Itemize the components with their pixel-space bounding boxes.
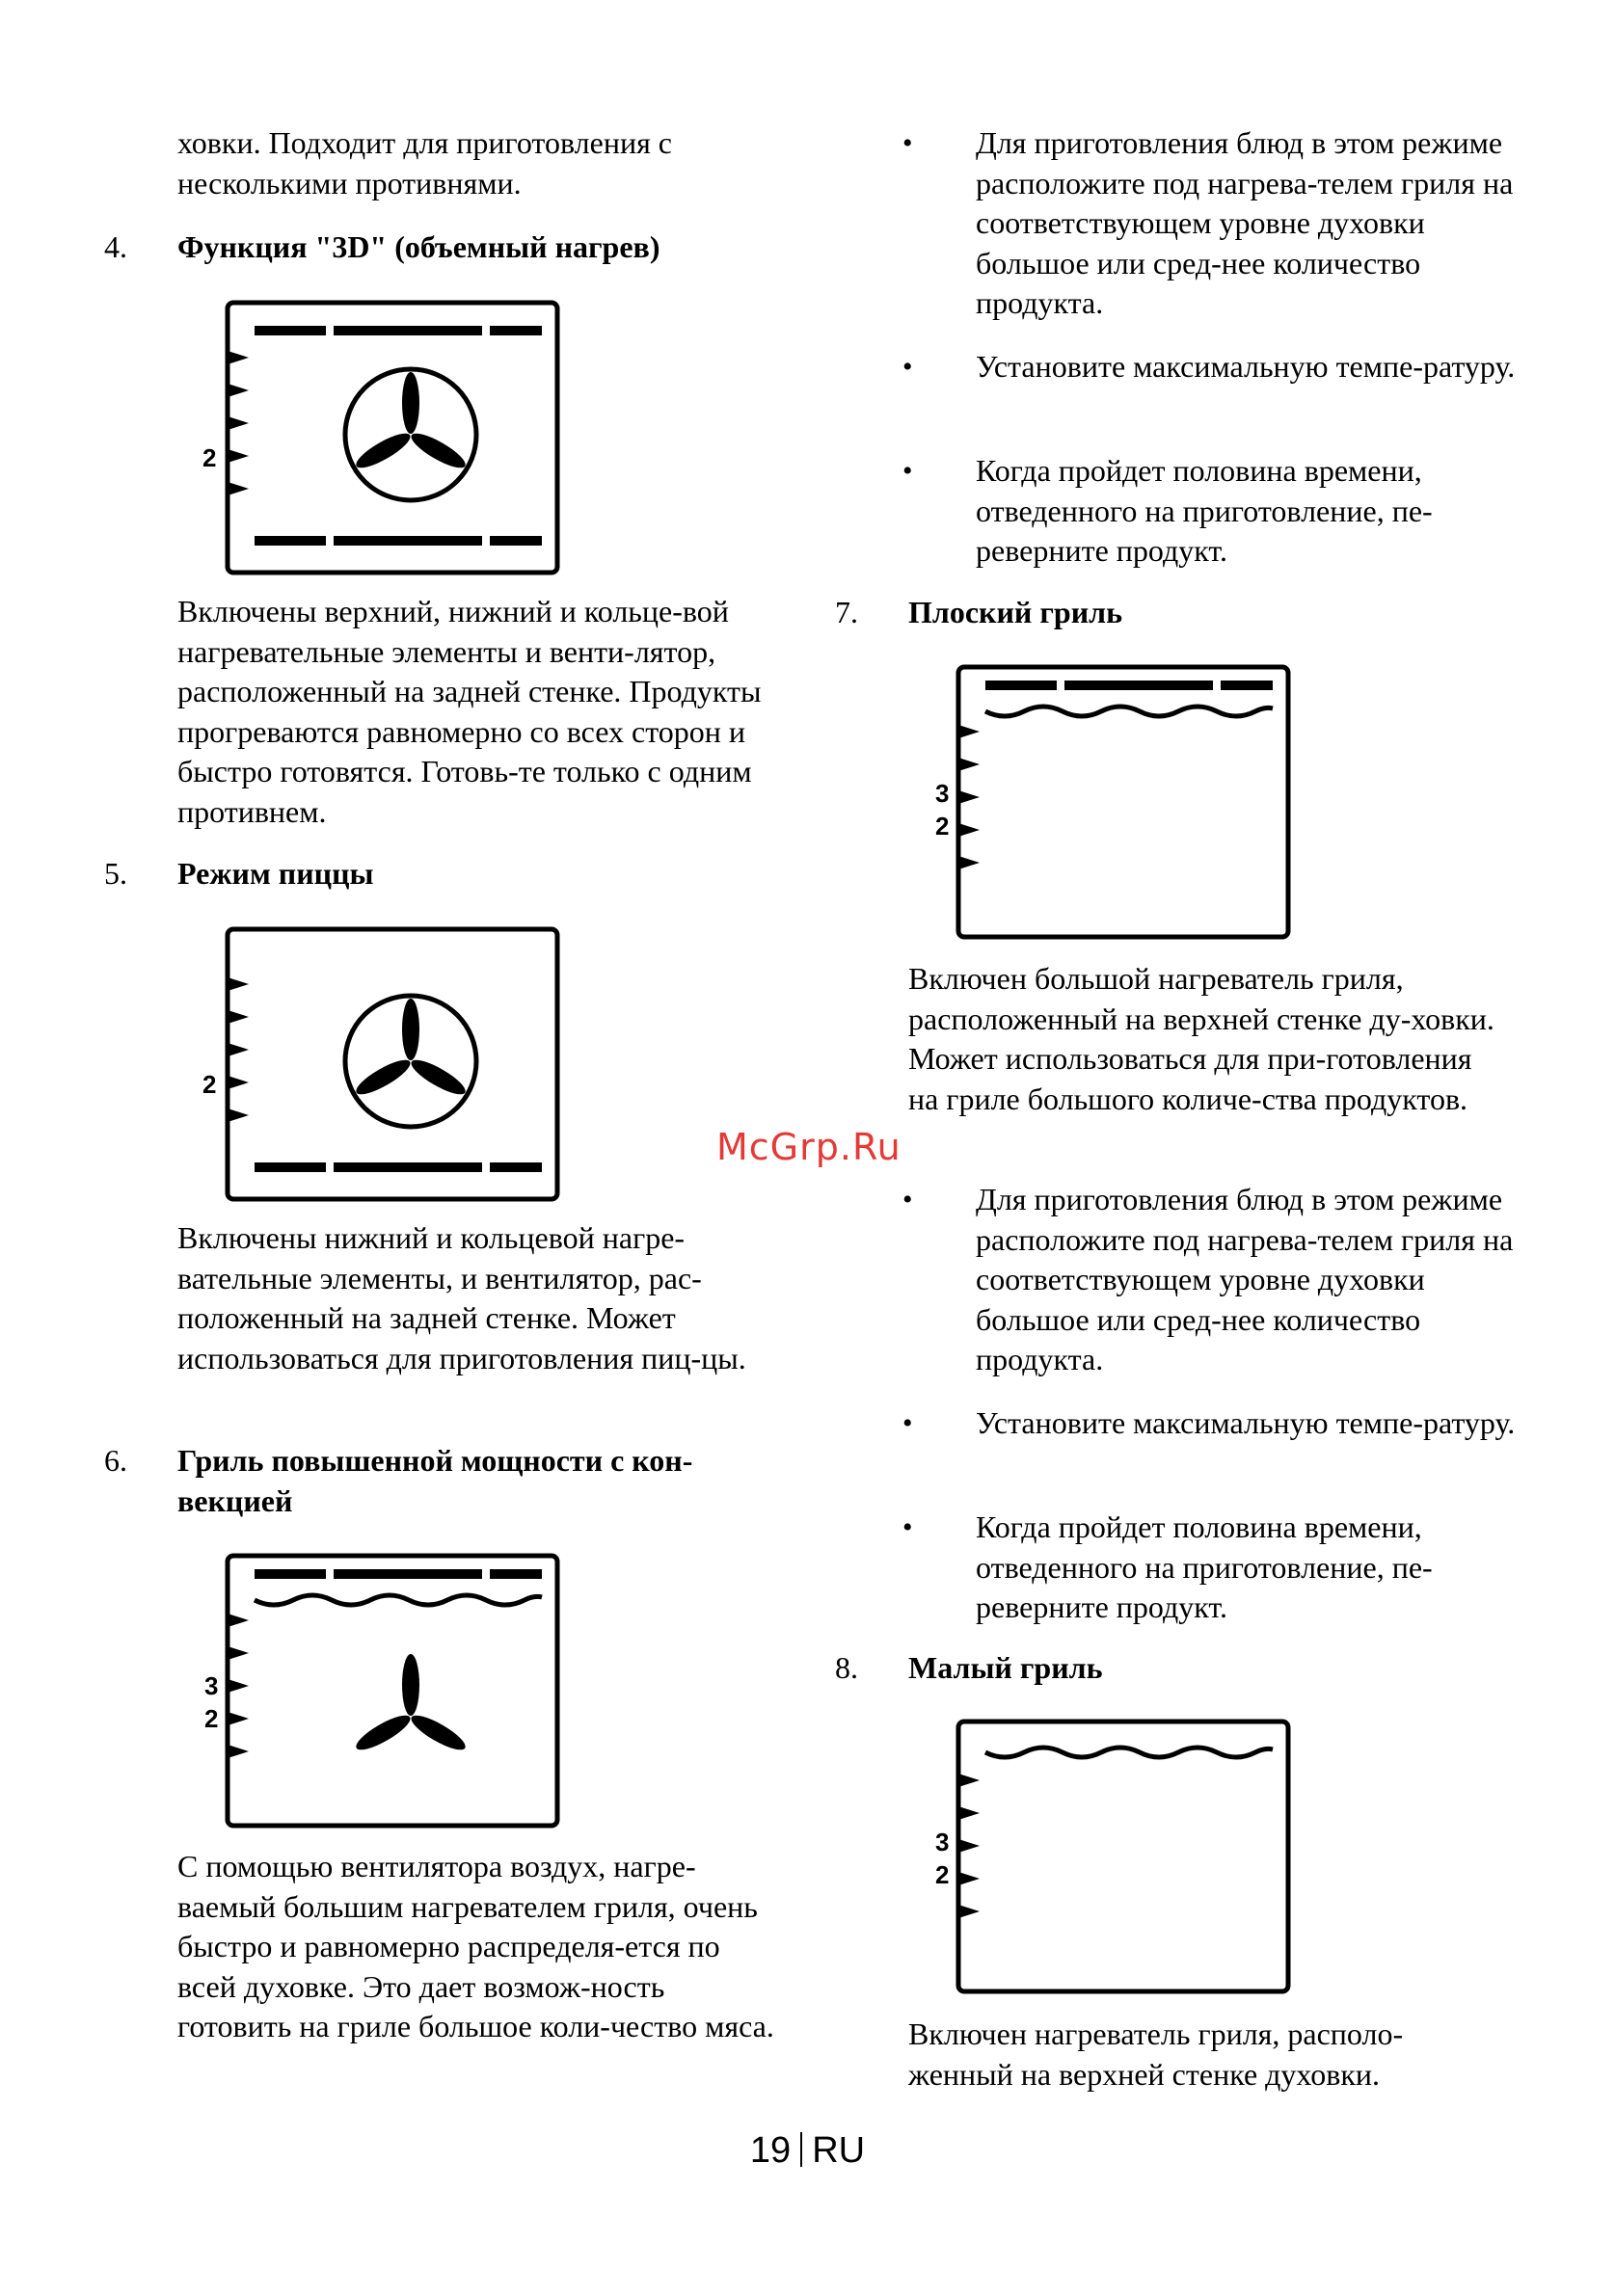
footer-divider: [800, 2132, 802, 2167]
bullet-icon: •: [902, 351, 913, 383]
oven-pizza-mode-icon: [201, 923, 567, 1203]
level-label: 2: [202, 1070, 217, 1099]
bullet-icon: •: [902, 127, 913, 159]
oven-full-grill-icon: [931, 661, 1298, 941]
bullet-icon: •: [902, 1184, 913, 1215]
level-label: 3: [204, 1671, 219, 1700]
grill-heater-bar: [985, 681, 1273, 690]
fan-icon: [352, 1654, 470, 1755]
list-item-text: Установите максимальную темпе-ратуру.: [976, 349, 1516, 384]
level-label: 2: [202, 443, 217, 472]
oven-3d-mode-icon: [201, 297, 567, 576]
grill-wave: [255, 1595, 542, 1605]
shelf-level-markers: [228, 351, 249, 495]
bottom-heater-bar: [255, 1162, 542, 1172]
level-label: 2: [204, 1704, 219, 1733]
shelf-level-markers: [228, 977, 249, 1122]
section-title: Малый гриль: [908, 1650, 1103, 1685]
section-title: Режим пиццы: [177, 856, 374, 891]
level-label: 3: [935, 779, 950, 808]
language-code: RU: [812, 2130, 866, 2171]
list-item-text: Установите максимальную темпе-ратуру.: [976, 1405, 1516, 1440]
oven-turbo-grill-icon: [201, 1550, 567, 1829]
shelf-level-markers: [958, 1774, 980, 1918]
section-title: Функция "3D" (объемный нагрев): [177, 229, 660, 264]
top-heater-bar: [255, 326, 542, 335]
section-description: Включен большой нагреватель гриля, расположенный на верхней стенке ду-ховки. Может использоваться для при-готовления на гриле большого количе-ства продуктов.: [908, 961, 1494, 1116]
level-label: 2: [935, 1860, 950, 1889]
list-item-text: Когда пройдет половина времени, отведенного на приготовление, пе-реверните продукт.: [976, 1509, 1433, 1624]
section-number: 5.: [104, 856, 127, 891]
section-title: Гриль повышенной мощности с кон-векцией: [177, 1443, 693, 1518]
section-description: Включены нижний и кольцевой нагре-вательные элементы, и вентилятор, рас-положенный на задней стенке. Может использоваться для приготовления пиц-цы.: [177, 1220, 746, 1375]
watermark: McGrp.Ru: [716, 1126, 902, 1168]
section-title: Плоский гриль: [908, 595, 1122, 629]
continuation-text: ховки. Подходит для приготовления с несколькими противнями.: [177, 125, 672, 200]
bullet-icon: •: [902, 1511, 913, 1543]
section-number: 6.: [104, 1443, 127, 1478]
page-number: 19: [749, 2130, 792, 2171]
level-label: 3: [935, 1828, 950, 1856]
section-number: 7.: [835, 595, 858, 629]
section-description: С помощью вентилятора воздух, нагре-ваемый большим нагревателем гриля, очень быстро и равномерно распределя-ется по всей духовке. Это дает возмож-ность готовить на гриле большое коли-чество мяса.: [177, 1849, 774, 2043]
bullet-icon: •: [902, 1407, 913, 1439]
section-number: 4.: [104, 229, 127, 264]
list-item-text: Для приготовления блюд в этом режиме расположите под нагрева-телем гриля на соответствующем уровне духовки большое или сред-нее количество продукта.: [976, 1182, 1514, 1376]
shelf-level-markers: [228, 1614, 249, 1758]
list-item-text: Когда пройдет половина времени, отведенного на приготовление, пе-реверните продукт.: [976, 453, 1433, 568]
oven-small-grill-icon: [931, 1716, 1298, 1995]
section-number: 8.: [835, 1650, 858, 1685]
section-description: Включен нагреватель гриля, располо-женный на верхней стенке духовки.: [908, 2016, 1404, 2092]
list-item-text: Для приготовления блюд в этом режиме расположите под нагрева-телем гриля на соответствующем уровне духовки большое или сред-нее количество продукта.: [976, 125, 1514, 320]
level-label: 2: [935, 812, 950, 841]
fan-icon: [345, 996, 476, 1127]
page-footer: [0, 2130, 1615, 2172]
fan-icon: [345, 369, 476, 500]
shelf-level-markers: [958, 725, 980, 869]
grill-wave: [985, 1748, 1273, 1757]
bottom-heater-bar: [255, 536, 542, 546]
bullet-icon: •: [902, 455, 913, 487]
grill-wave: [985, 707, 1273, 716]
grill-heater-bar: [255, 1569, 542, 1579]
section-description: Включены верхний, нижний и кольце-вой нагревательные элементы и венти-лятор, расположенный на задней стенке. Продукты прогреваются равномерно со всех сторон и быстро готовятся. Готовь-те только с одним противнем.: [177, 594, 762, 829]
